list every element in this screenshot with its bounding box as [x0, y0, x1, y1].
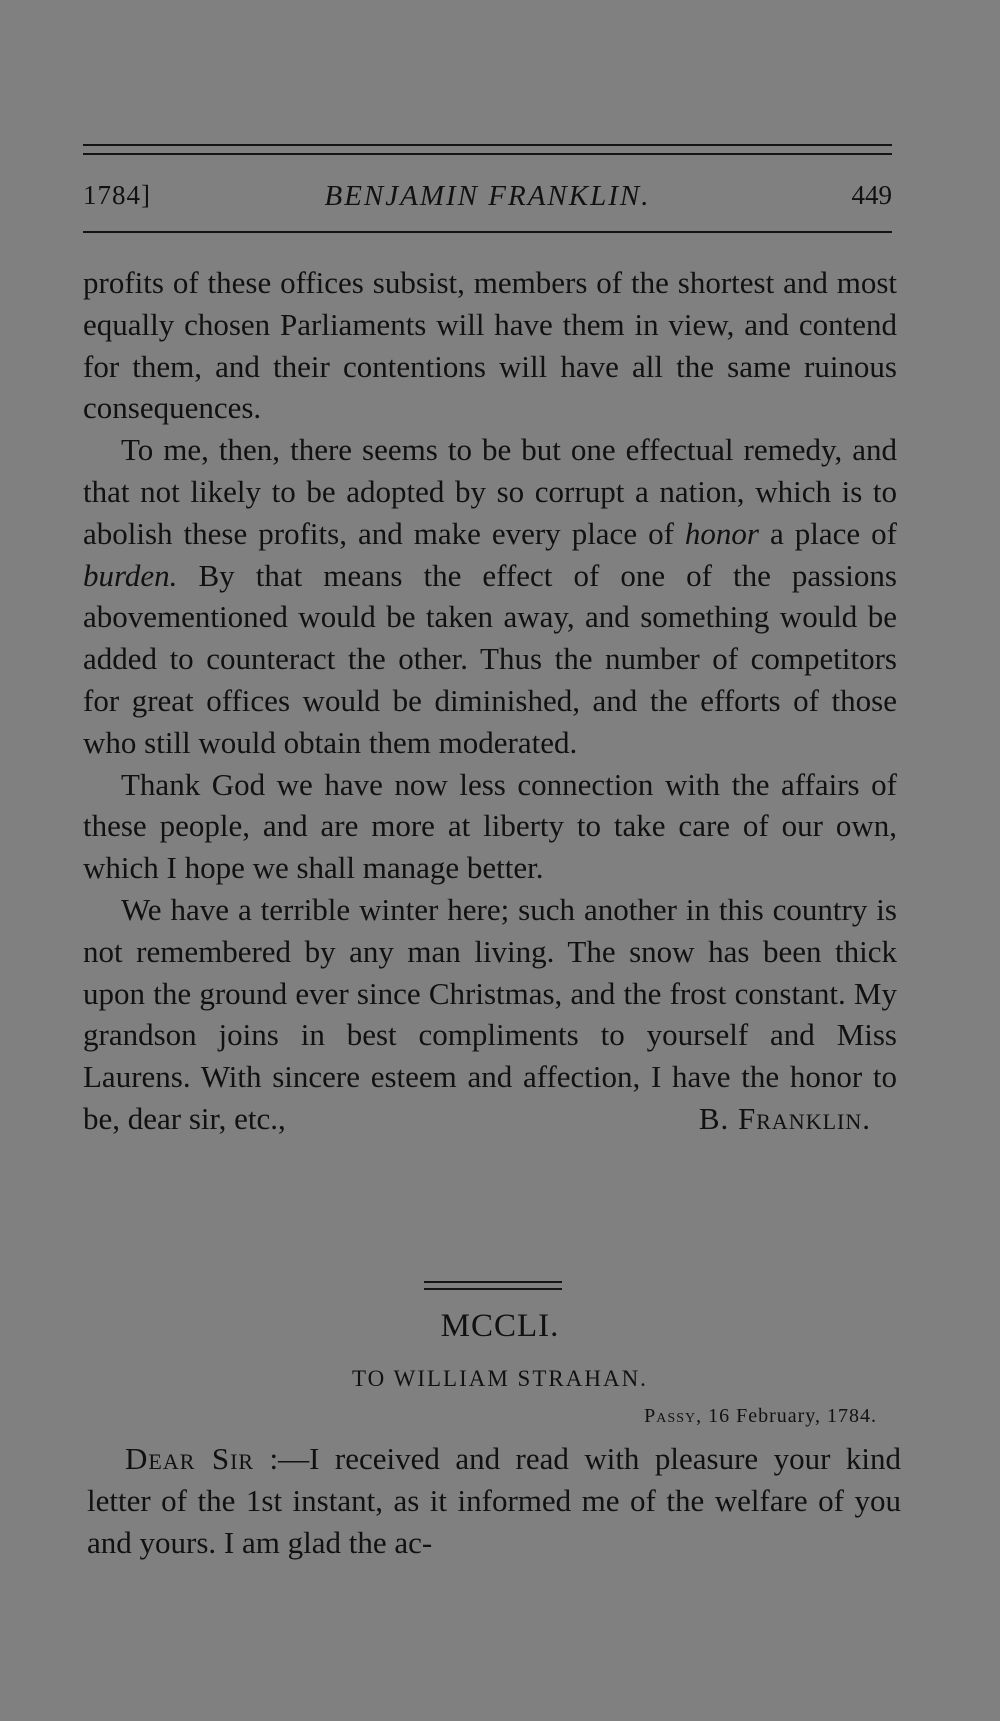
paragraph-thank-god: Thank God we have now less connection with the affairs of these people, and are more at liberty to take care of our own, which I hope we shall manage better.	[83, 766, 897, 886]
section-divider-upper	[424, 1281, 562, 1283]
paragraph-profits: profits of these offices subsist, members of the shortest and most equally chosen Parliaments will have them in view, and contend for them, and their contentions will have all the same ruinous consequences.	[83, 265, 897, 426]
remedy-text-3: By that means the effect of one of the passions abovementioned would be taken away, and something would be added to counteract the other. Thus the number of competitors for great offices would be diminished, and the efforts of those who still would obtain them moderated.	[83, 557, 897, 760]
page-number: 449	[851, 180, 892, 210]
emphasis-burden: burden.	[83, 557, 178, 593]
opening-text: :—I received and read with pleasure your kind letter of the 1st instant, as it informed me of the welfare of you and yours. I am glad the ac-	[87, 1441, 901, 1560]
salutation: Dear Sir	[125, 1441, 255, 1476]
running-header	[83, 180, 892, 220]
dateline-date: 16 February, 1784.	[702, 1405, 877, 1427]
remedy-text-2: a place of	[759, 515, 897, 551]
letter-addressee: TO WILLIAM STRAHAN.	[352, 1366, 648, 1391]
header-year: 1784]	[83, 180, 151, 210]
header-title: BENJAMIN FRANKLIN.	[324, 180, 651, 212]
body-text	[83, 262, 897, 1140]
paragraph-remedy	[83, 429, 897, 763]
letter-opening	[87, 1438, 901, 1564]
section-divider-lower	[424, 1288, 562, 1290]
letter-opening-paragraph	[87, 1438, 901, 1564]
emphasis-honor: honor	[684, 515, 759, 551]
winter-text: We have a terrible winter here; such another in this country is not remembered by any man living. The snow has been thick upon the ground ever since Christmas, and the frost constant. My grandson joins in best compliments to yourself and Miss Laurens. With sincere esteem and affection, I have the honor to be, dear sir, etc.,	[83, 891, 897, 1136]
dateline-place: Passy,	[644, 1405, 703, 1427]
top-rule-lower	[83, 153, 892, 155]
letter-number: MCCLI.	[440, 1308, 560, 1344]
header-bottom-rule	[83, 231, 892, 233]
remedy-text-1: To me, then, there seems to be but one effectual remedy, and that not likely to be adopted by so corrupt a nation, which is to abolish these profits, and make every place of	[83, 432, 897, 551]
signature: B. Franklin.	[698, 1100, 871, 1136]
top-rule-upper	[83, 144, 892, 146]
letter-dateline	[644, 1405, 877, 1428]
